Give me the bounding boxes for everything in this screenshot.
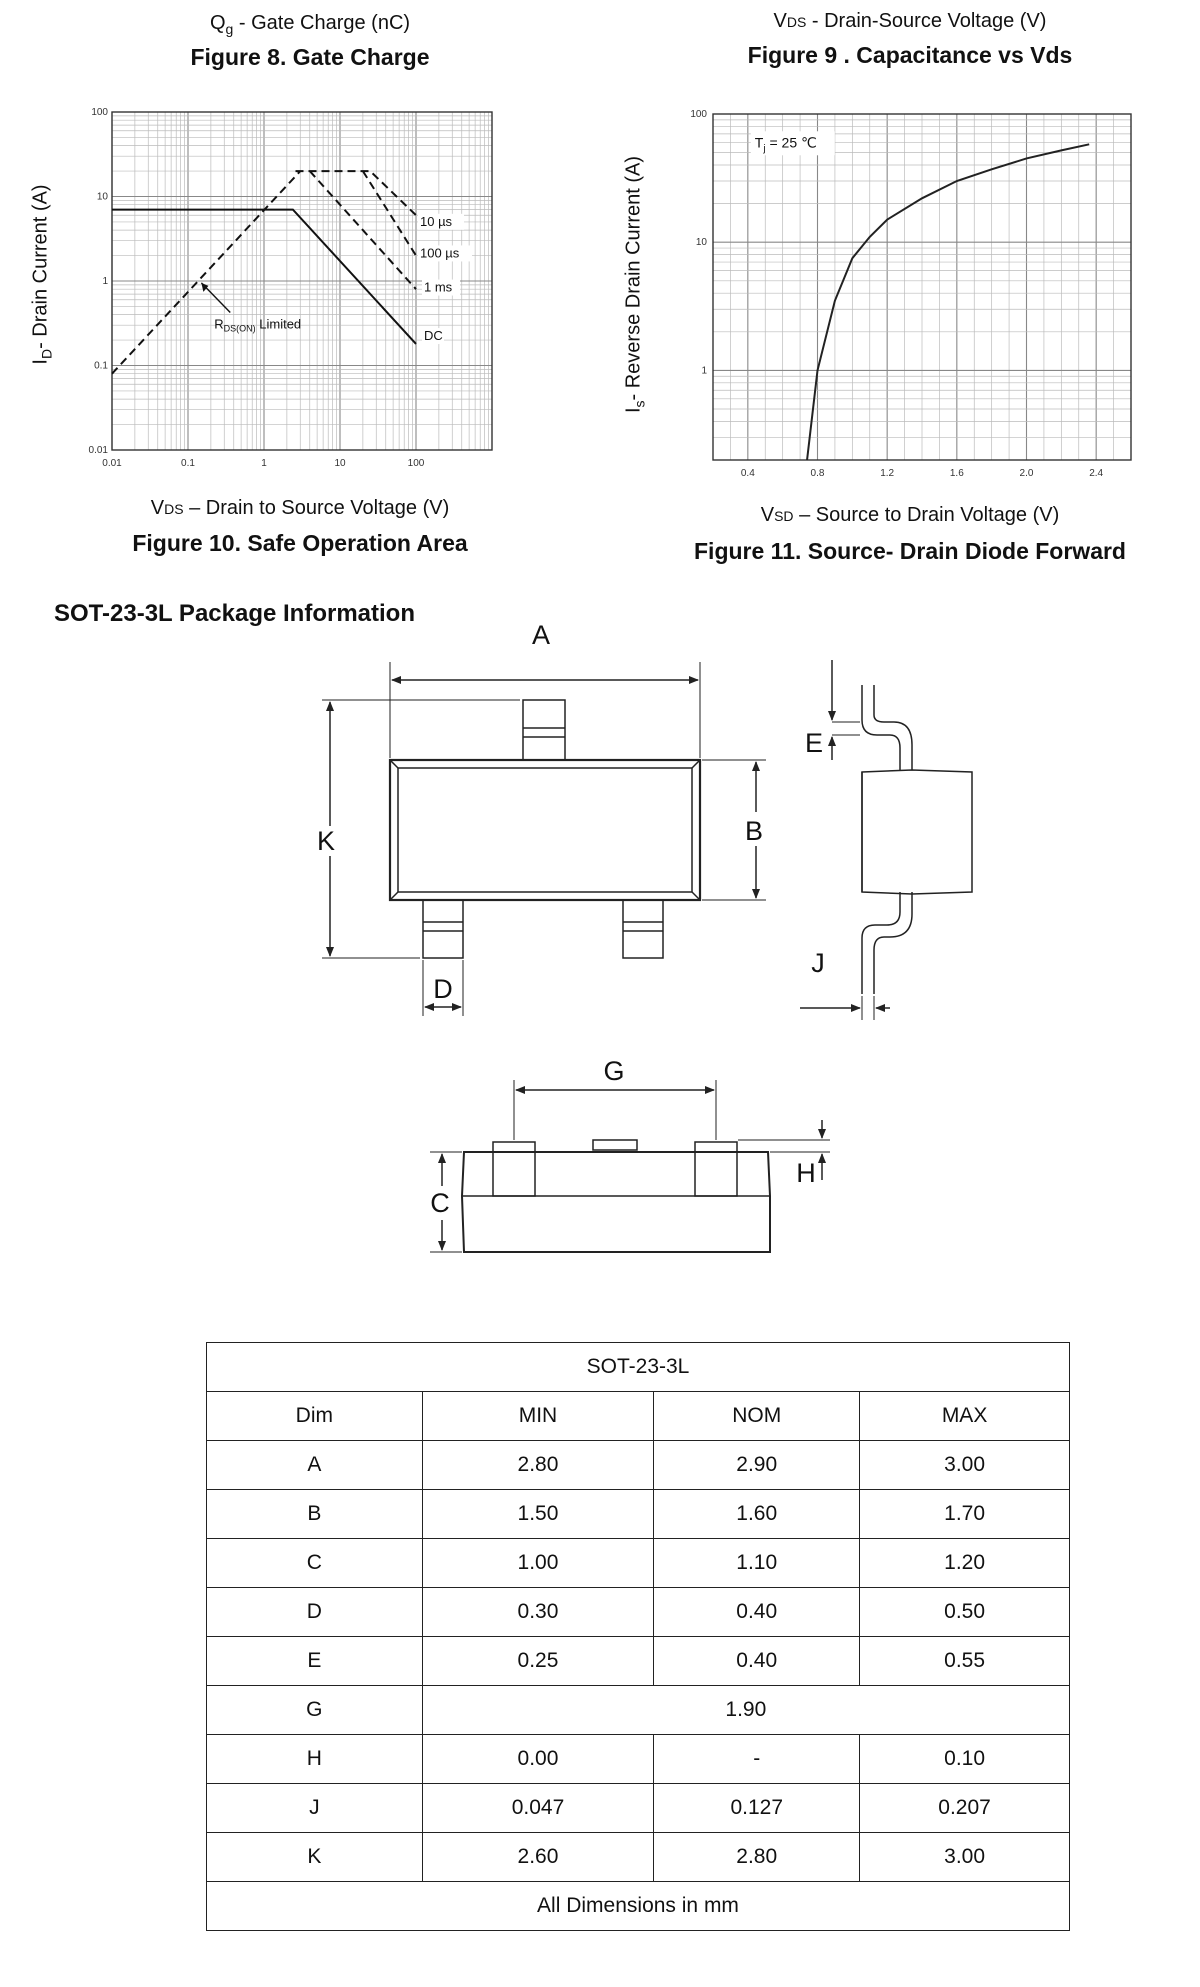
table-cell: 2.80 [422, 1441, 654, 1490]
fig11-xlabel: VSD – Source to Drain Voltage (V) [760, 504, 1060, 526]
soa-y-tick: 1 [102, 276, 108, 287]
table-row [207, 1490, 1070, 1539]
dimension-table [206, 1342, 1070, 1931]
soa-chart [50, 100, 570, 470]
fig11-caption: Figure 11. Source- Drain Diode Forward [694, 538, 1126, 564]
table-cell: MAX [860, 1392, 1070, 1441]
package-section-title: SOT-23-3L Package Information [54, 600, 415, 627]
table-cell: 2.60 [422, 1833, 654, 1882]
soa-series-line [112, 171, 300, 374]
sd-forward-chart [670, 102, 1160, 492]
table-cell: 0.25 [422, 1637, 654, 1686]
fig8-xlabel: $Q_g$ - Gate Charge (nC) [209, 12, 411, 37]
table-row [207, 1637, 1070, 1686]
table-cell: 0.10 [860, 1735, 1070, 1784]
table-row [207, 1833, 1070, 1882]
soa-y-tick: 0.1 [94, 360, 108, 372]
table-cell: - [654, 1735, 860, 1784]
table-cell: 0.00 [422, 1735, 654, 1784]
dim-label-e: E [804, 728, 824, 758]
fig8-caption: Figure 8. Gate Charge [190, 44, 430, 70]
table-cell: SOT-23-3L [207, 1343, 1070, 1392]
table-row [207, 1686, 1070, 1735]
sdf-x-tick: 2.0 [1019, 468, 1034, 479]
table-cell: NOM [654, 1392, 860, 1441]
dim-label-a: A [531, 620, 551, 650]
fig11-ylabel: $I_s-$ Reverse Drain Current (A) [622, 155, 648, 414]
sdf-curve [807, 144, 1089, 460]
soa-series-label: DC [424, 328, 443, 344]
table-cell: 0.40 [654, 1588, 860, 1637]
table-cell: 0.55 [860, 1637, 1070, 1686]
soa-x-tick: 10 [334, 458, 346, 469]
sdf-y-tick: 1 [701, 365, 707, 377]
table-cell: 0.40 [654, 1637, 860, 1686]
table-cell: 0.047 [422, 1784, 654, 1833]
table-cell: E [207, 1637, 423, 1686]
table-cell: 1.90 [422, 1686, 1069, 1735]
rds-on-arrowhead [201, 283, 208, 292]
table-cell: B [207, 1490, 423, 1539]
table-cell: 1.20 [860, 1539, 1070, 1588]
table-cell: 3.00 [860, 1441, 1070, 1490]
sdf-grid [713, 114, 1131, 460]
sdf-x-tick: 0.4 [740, 468, 755, 479]
table-row [207, 1588, 1070, 1637]
soa-series-line [296, 171, 417, 215]
sdf-x-tick: 1.6 [949, 468, 964, 479]
table-cell: 1.70 [860, 1490, 1070, 1539]
dim-label-k: K [316, 826, 336, 856]
soa-x-tick: 1 [261, 458, 267, 469]
table-header-row [207, 1392, 1070, 1441]
sdf-x-tick: 0.8 [810, 468, 825, 479]
table-cell: H [207, 1735, 423, 1784]
table-cell: K [207, 1833, 423, 1882]
dim-label-j: J [811, 948, 825, 978]
soa-series-label: 100 µs [420, 245, 460, 261]
dim-label-d: D [433, 974, 453, 1004]
fig9-caption: Figure 9 . Capacitance vs Vds [747, 42, 1073, 68]
table-row [207, 1441, 1070, 1490]
package-body [390, 760, 700, 900]
table-cell: 1.60 [654, 1490, 860, 1539]
fig10-ylabel: $I_D-$ Drain Current (A) [29, 184, 55, 365]
sdf-y-tick: 100 [690, 109, 707, 120]
table-cell: Dim [207, 1392, 423, 1441]
dim-label-h: H [796, 1158, 816, 1188]
table-row [207, 1539, 1070, 1588]
sdf-x-tick: 1.2 [880, 468, 895, 479]
soa-series-line [363, 171, 416, 256]
soa-y-tick: 0.01 [88, 445, 108, 456]
rds-on-label: $R_{DS(ON)}$ Limited [214, 316, 302, 334]
side-view [800, 660, 972, 1020]
table-cell: A [207, 1441, 423, 1490]
table-cell: 1.50 [422, 1490, 654, 1539]
table-cell: 1.10 [654, 1539, 860, 1588]
front-view [430, 1080, 830, 1252]
fig10-caption: Figure 10. Safe Operation Area [132, 530, 468, 556]
soa-x-tick: 0.01 [102, 458, 122, 469]
table-cell: C [207, 1539, 423, 1588]
soa-x-tick: 0.1 [181, 458, 195, 469]
table-cell: 3.00 [860, 1833, 1070, 1882]
table-cell: All Dimensions in mm [207, 1882, 1070, 1931]
table-cell: 0.207 [860, 1784, 1070, 1833]
soa-series-label: 10 µs [420, 213, 453, 229]
table-row [207, 1784, 1070, 1833]
sdf-y-tick: 10 [695, 237, 707, 249]
dim-label-c: C [430, 1188, 450, 1218]
soa-y-tick: 100 [91, 107, 108, 118]
top-view [322, 662, 766, 1016]
top-pin-2 [623, 900, 663, 958]
table-row [207, 1735, 1070, 1784]
package-drawing [0, 600, 1200, 1300]
sdf-x-tick: 2.4 [1089, 468, 1104, 479]
fig9-xlabel: VDS - Drain-Source Voltage (V) [773, 10, 1047, 32]
tj-label: $T_j = 25$ ℃ [754, 134, 817, 155]
table-cell: 0.30 [422, 1588, 654, 1637]
soa-series-label: 1 ms [424, 279, 453, 295]
table-title-row [207, 1343, 1070, 1392]
table-cell: MIN [422, 1392, 654, 1441]
fig10-xlabel: VDS – Drain to Source Voltage (V) [150, 497, 450, 519]
soa-x-tick: 100 [407, 458, 425, 469]
top-pin-3 [523, 700, 565, 760]
table-cell: 0.50 [860, 1588, 1070, 1637]
dim-label-g: G [603, 1056, 625, 1086]
table-footer-row [207, 1882, 1070, 1931]
table-cell: 1.00 [422, 1539, 654, 1588]
soa-y-tick: 10 [96, 191, 108, 203]
table-cell: 2.80 [654, 1833, 860, 1882]
table-cell: G [207, 1686, 423, 1735]
top-pin-1 [423, 900, 463, 958]
table-cell: 2.90 [654, 1441, 860, 1490]
table-cell: D [207, 1588, 423, 1637]
table-cell: 0.127 [654, 1784, 860, 1833]
table-cell: J [207, 1784, 423, 1833]
dim-label-b: B [744, 816, 764, 846]
